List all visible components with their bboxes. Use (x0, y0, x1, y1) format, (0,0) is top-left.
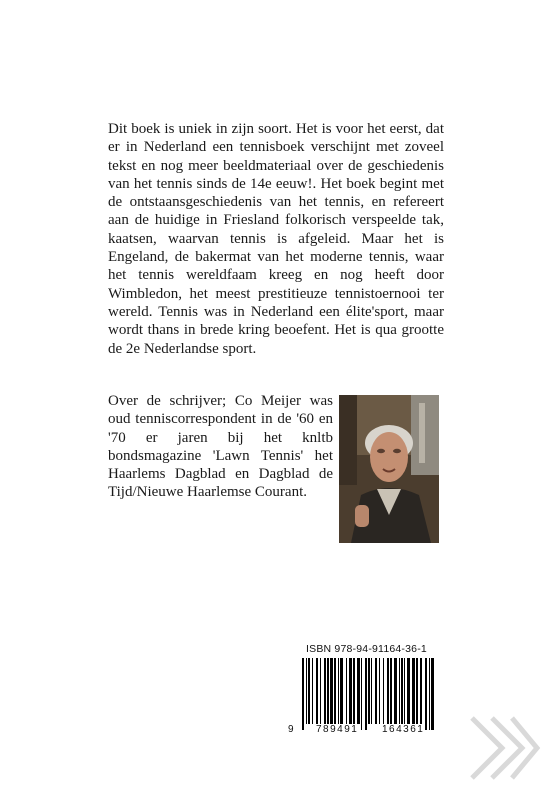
barcode-bar (420, 658, 422, 724)
barcode-bar (431, 658, 434, 730)
isbn-label: ISBN 978-94-91164-36-1 (306, 643, 427, 655)
barcode-bar (353, 658, 355, 724)
barcode-bar (316, 658, 318, 724)
barcode-bar (379, 658, 380, 724)
barcode-bar (429, 658, 430, 730)
barcode-bar (425, 658, 427, 730)
barcode-bar (371, 658, 372, 724)
barcode-bar (302, 658, 304, 730)
barcode-bar (338, 658, 339, 724)
barcode-bar (416, 658, 418, 724)
barcode-bar (320, 658, 321, 724)
barcode-bar (340, 658, 343, 724)
barcode-bar (368, 658, 370, 724)
author-bio: Over de schrijver; Co Meijer was oud tenniscorrespondent in de '60 en '70 er jaren bij het knltb bondsmagazine 'Lawn Tennis' het Haarlems Dagblad en Dagblad de Tijd/Nieuwe Haarlemse Courant. (108, 393, 333, 501)
barcode-bar (407, 658, 410, 724)
barcode-bar (375, 658, 377, 724)
barcode-bar (401, 658, 403, 724)
barcode-bar (412, 658, 415, 724)
barcode-bar (324, 658, 326, 724)
barcode-bar (383, 658, 384, 724)
barcode-digits-right: 164361 (382, 724, 425, 735)
barcode-bar (349, 658, 352, 724)
barcode-bar (399, 658, 400, 724)
barcode-bar (346, 658, 347, 724)
barcode-digit-lead: 9 (288, 724, 294, 735)
barcode-bar (390, 658, 392, 724)
barcode-bars (300, 658, 435, 730)
author-photo (339, 395, 439, 543)
barcode-bar (394, 658, 397, 724)
barcode-digits-left: 789491 (316, 724, 359, 735)
barcode-bar (306, 658, 307, 724)
barcode-bar (327, 658, 329, 724)
barcode-bar (312, 658, 313, 724)
book-blurb: Dit boek is uniek in zijn soort. Het is voor het eerst, dat er in Nederland een tennisboek verschijnt met zoveel tekst en nog meer beeldmateriaal over de geschiedenis van het tennis sinds de 14e eeuw!. Het boek begint met de ontstaansgeschiedenis van het tennis, en refereert aan de huidige in Friesland folkorisch verspeelde tak, kaatsen, waarvan tennis is afgeleid. Maar het is Engeland, de bakermat van het moderne tennis, waar het tennis wereldfaam kreeg en nog heeft door Wimbledon, het meest prestitieuze tennistoernooi ter wereld. Tennis was in Nederland een élite'sport, maar wordt thans in brede kring beoefent. Het is qua grootte de 2e Nederlandse sport. (108, 121, 444, 357)
barcode-bar (330, 658, 333, 724)
logo-watermark-icon (462, 708, 542, 788)
barcode-bar (334, 658, 336, 724)
barcode-bar (387, 658, 389, 724)
isbn-barcode (286, 640, 446, 740)
barcode-bar (361, 658, 362, 730)
barcode-bar (308, 658, 310, 724)
barcode-bar (357, 658, 360, 724)
barcode-bar (365, 658, 367, 730)
barcode-bar (404, 658, 405, 724)
